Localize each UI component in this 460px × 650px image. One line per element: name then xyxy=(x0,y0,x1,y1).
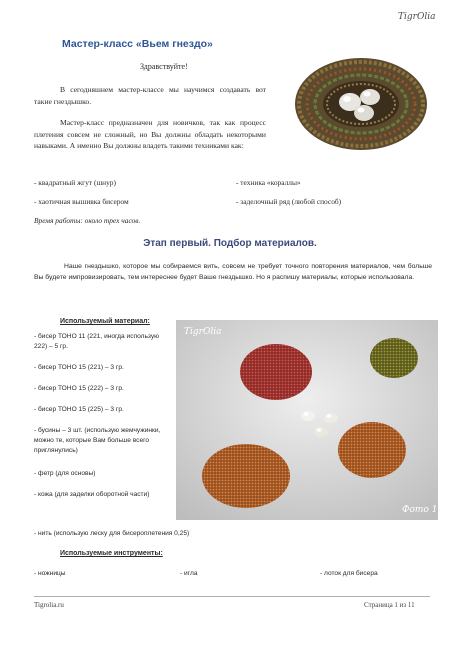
footer-site: Tigrolia.ru xyxy=(34,601,64,609)
stage-heading: Этап первый. Подбор материалов. xyxy=(143,238,317,249)
greeting: Здравствуйте! xyxy=(140,62,188,71)
tool-item: - игла xyxy=(180,570,198,577)
photo-logo: TigrOlia xyxy=(184,327,222,337)
materials-photo xyxy=(176,320,438,520)
tools-heading: Используемые инструменты: xyxy=(60,550,163,557)
intro-paragraph-1: В сегодняшнем мастер-классе мы научимся создавать вот такие гнездышко. xyxy=(34,85,266,106)
author-logo: TigrOlia xyxy=(398,12,436,22)
technique-item: - техника «кораллы» xyxy=(236,178,301,187)
material-item: - бисер ТОНО 15 (225) – 3 гр. xyxy=(34,406,124,413)
material-item: - фетр (для основы) xyxy=(34,470,96,477)
material-thread: - нить (использую леску для бисероплетения 0,25) xyxy=(34,530,190,537)
material-item: - бусины – 3 шт. (использую жемчужинки, можно те, которые Вам больше всего приглянулись) xyxy=(34,427,161,454)
materials-heading: Используемый материал: xyxy=(60,318,150,325)
technique-item: - квадратный жгут (шнур) xyxy=(34,178,116,187)
material-item: - бисер ТОНО 15 (221) – 3 гр. xyxy=(34,364,124,371)
intro-paragraph-2: Мастер-класс предназначен для новичков, так как процесс плетения совсем не сложный, но Вы должны обладать некоторыми навыками. А именно Вы должны владеть такими техниками как: xyxy=(34,118,266,150)
tool-item: - лоток для бисера xyxy=(320,570,378,577)
document-title: Мастер-класс «Вьем гнездо» xyxy=(62,38,213,50)
material-item: - бисер ТОНО 11 (221, иногда использую 222) – 5 гр. xyxy=(34,333,160,350)
material-item: - кожа (для заделки оборотной части) xyxy=(34,491,150,498)
footer-page-number: Страница 1 из 11 xyxy=(364,601,415,609)
work-time: Время работы: около трех часов. xyxy=(34,216,141,225)
technique-item: - заделочный ряд (любой способ) xyxy=(236,197,342,206)
photo-caption: Фото 1 xyxy=(402,505,438,515)
stage-paragraph: Наше гнездышко, которое мы собираемся вить, совсем не требует точного повторения материалов, чем больше Вы будете импровизировать, тем интереснее будет Ваше гнездышко. Но я распишу материалы, которые использовала. xyxy=(34,263,432,281)
nest-photo xyxy=(286,46,436,156)
technique-item: - хаотичная вышивка бисером xyxy=(34,197,129,206)
material-item: - бисер ТОНО 15 (222) – 3 гр. xyxy=(34,385,124,392)
tool-item: - ножницы xyxy=(34,570,66,577)
footer-divider xyxy=(34,596,430,597)
